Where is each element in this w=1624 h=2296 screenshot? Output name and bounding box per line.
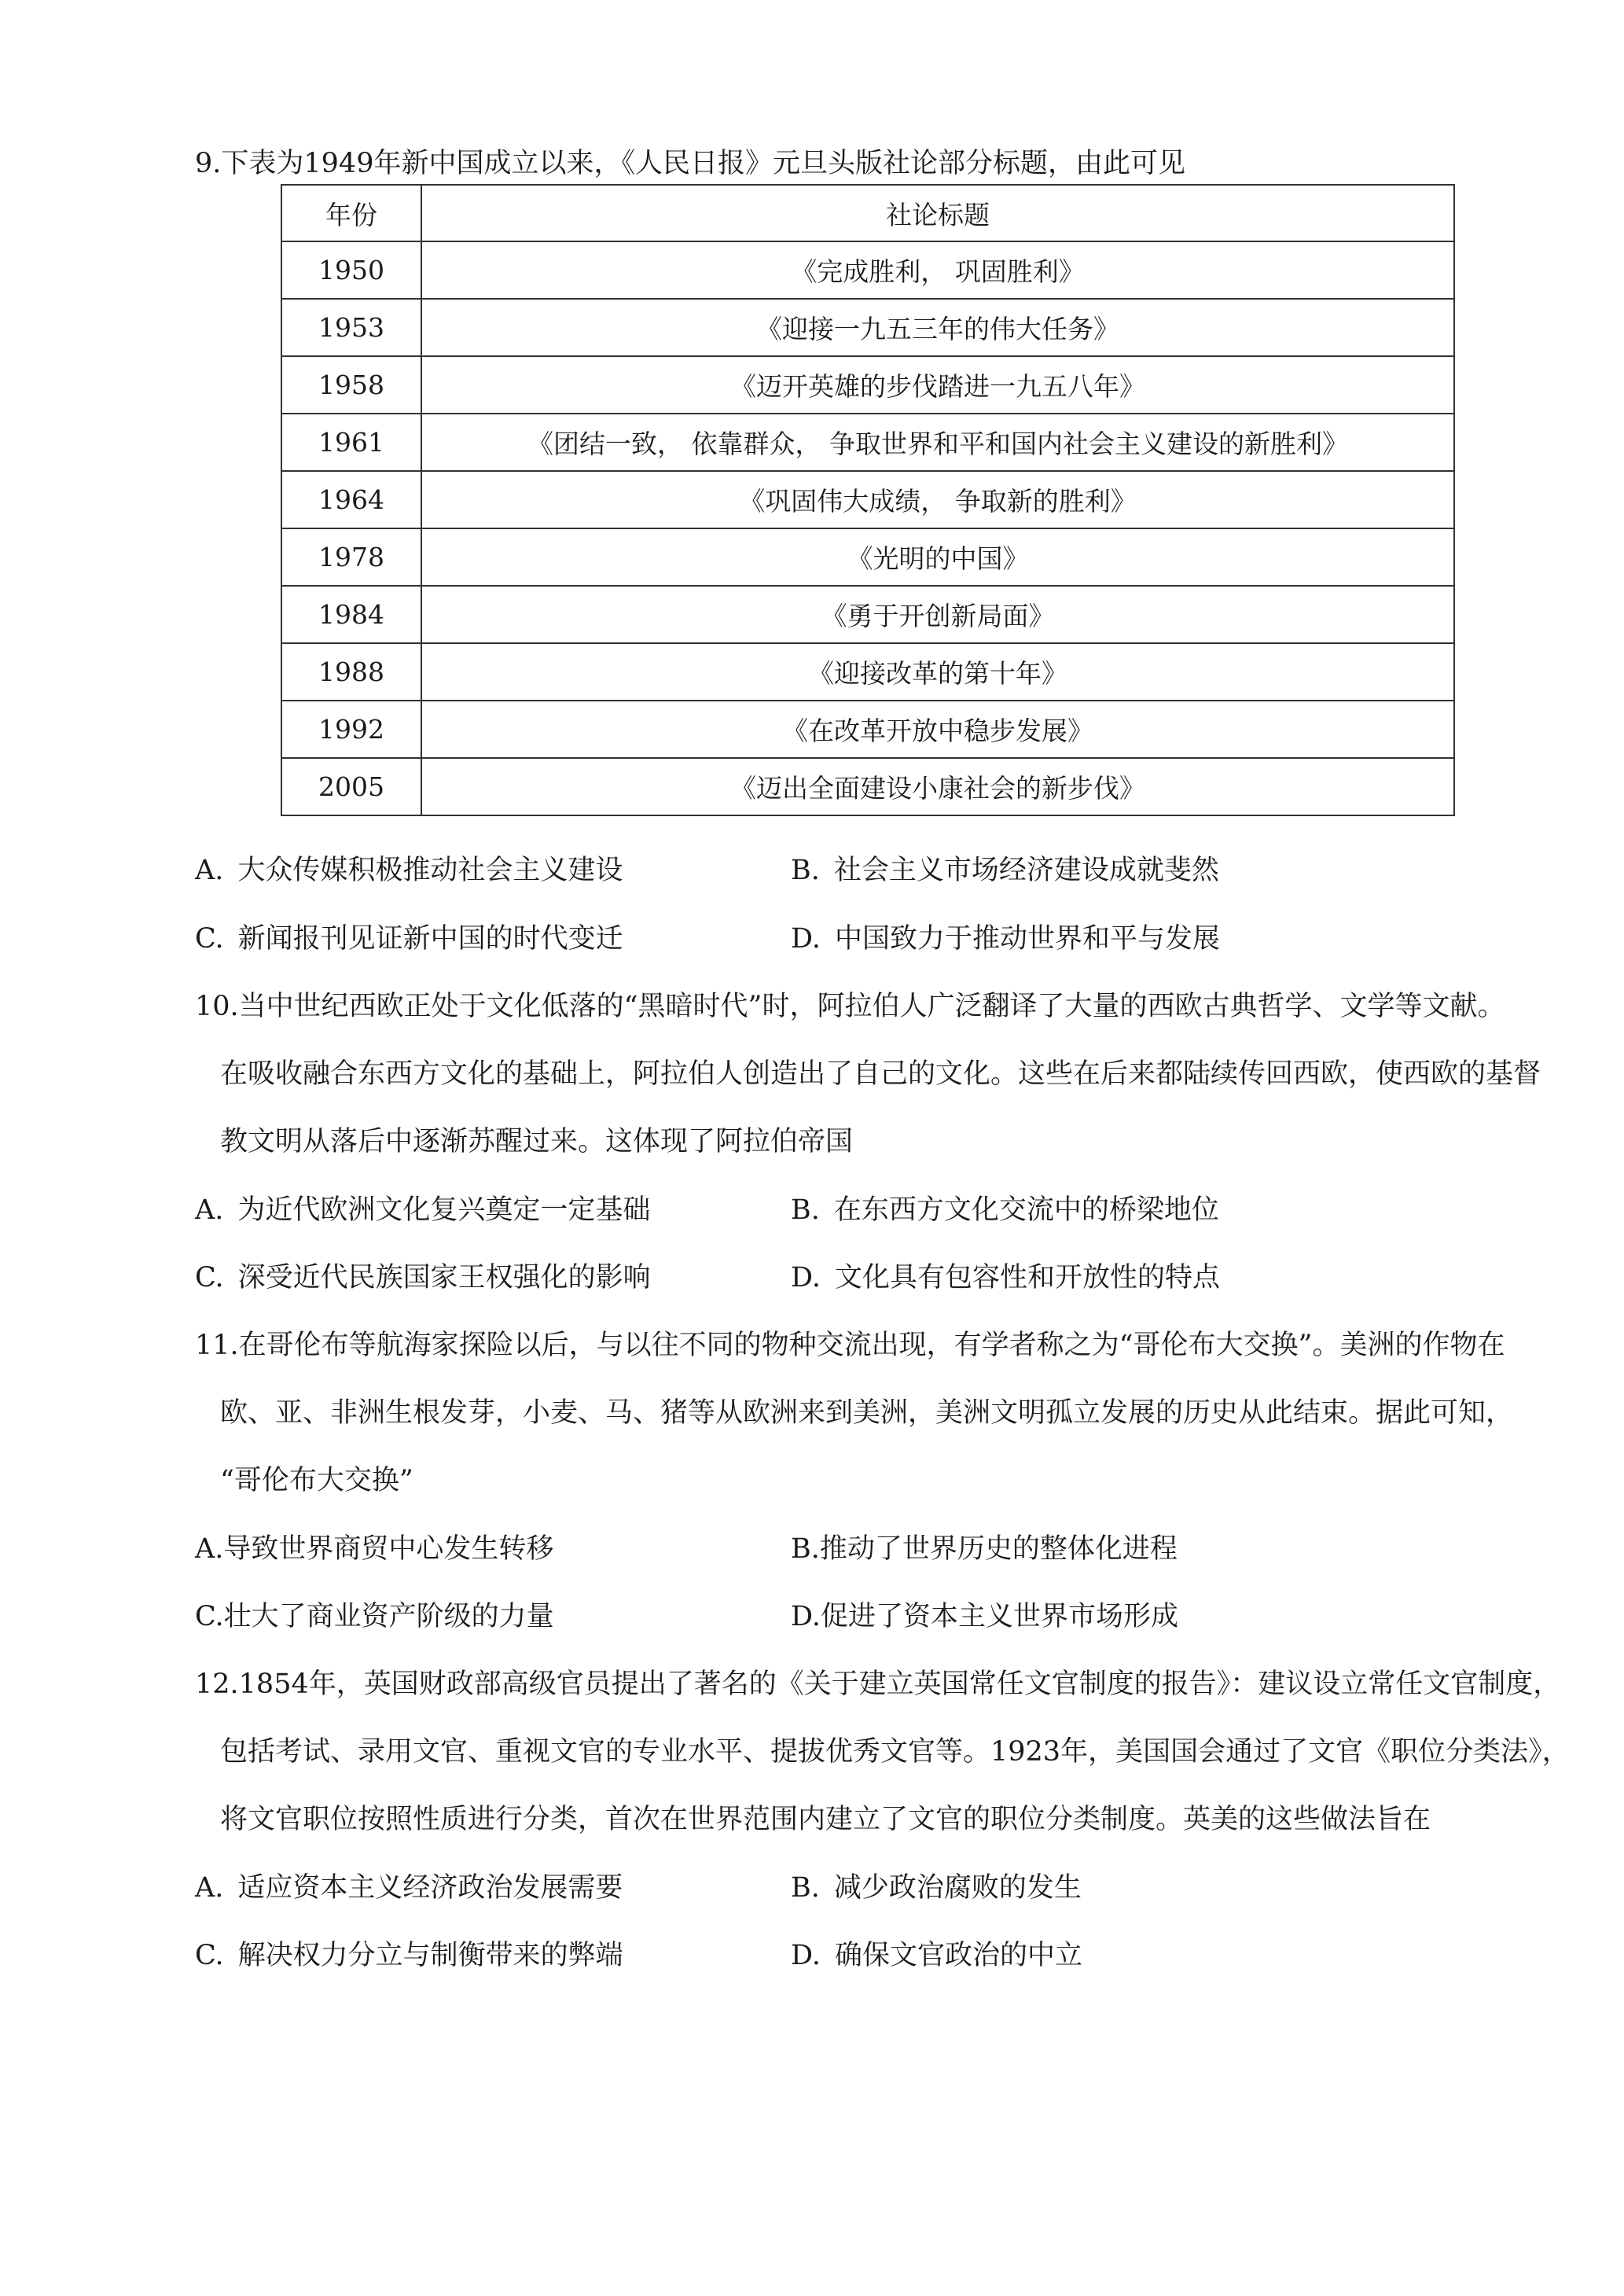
option-letter: D. [791, 1601, 821, 1632]
q9-option-c [195, 923, 623, 955]
row-year: 1964 [281, 471, 421, 528]
option-text: 文化具有包容性和开放性的特点 [834, 1262, 1220, 1293]
q11-option-b [791, 1533, 1178, 1565]
option-letter: A. [195, 1533, 224, 1565]
option-text: 在东西方文化交流中的桥梁地位 [833, 1194, 1219, 1226]
q10-stem-line-3: 教文明从落后中逐渐苏醒过来。这体现了阿拉伯帝国 [220, 1126, 854, 1157]
row-year: 1978 [281, 528, 421, 586]
row-year: 1992 [281, 701, 421, 758]
table-row [281, 701, 1454, 758]
row-title: 《迎接改革的第十年》 [421, 643, 1454, 701]
header-year: 年份 [281, 185, 421, 241]
q12-option-a [195, 1872, 623, 1904]
option-text: 解决权力分立与制衡带来的弊端 [237, 1940, 623, 1971]
q10-option-c [195, 1262, 651, 1293]
option-letter: C. [195, 923, 224, 955]
q12-stem-line-2: 包括考试、录用文官、重视文官的专业水平、提拔优秀文官等。1923年，美国国会通过了文官《职位分类法》， [220, 1736, 1570, 1768]
option-letter: B. [791, 1194, 820, 1226]
row-year: 1953 [281, 299, 421, 356]
option-letter: D. [791, 923, 821, 955]
option-text: 为近代欧洲文化复兴奠定一定基础 [237, 1194, 651, 1226]
option-text: 深受近代民族国家王权强化的影响 [237, 1262, 651, 1293]
row-title: 《巩固伟大成绩， 争取新的胜利》 [421, 471, 1454, 528]
option-text: 适应资本主义经济政治发展需要 [237, 1872, 623, 1904]
option-text: 中国致力于推动世界和平与发展 [834, 923, 1220, 955]
q12-stem-line-3: 将文官职位按照性质进行分类，首次在世界范围内建立了文官的职位分类制度。英美的这些做法旨在 [220, 1804, 1431, 1835]
q12-option-d [791, 1940, 1082, 1971]
table-row [281, 643, 1454, 701]
q12-option-b [791, 1872, 1082, 1904]
row-year: 2005 [281, 758, 421, 815]
option-text: 确保文官政治的中立 [834, 1940, 1082, 1971]
q11-stem-line-3: “哥伦布大交换” [220, 1465, 413, 1496]
option-text: 壮大了商业资产阶级的力量 [223, 1601, 554, 1632]
row-title: 《勇于开创新局面》 [421, 586, 1454, 643]
table-header-row [281, 185, 1454, 241]
option-letter: A. [195, 1194, 224, 1226]
row-year: 1950 [281, 241, 421, 299]
q9-option-b [791, 855, 1219, 886]
row-title: 《在改革开放中稳步发展》 [421, 701, 1454, 758]
table-row [281, 241, 1454, 299]
q10-option-b [791, 1194, 1219, 1226]
option-text: 社会主义市场经济建设成就斐然 [833, 855, 1219, 886]
row-title: 《完成胜利， 巩固胜利》 [421, 241, 1454, 299]
table-row [281, 414, 1454, 471]
option-letter: B. [791, 855, 820, 886]
row-year: 1984 [281, 586, 421, 643]
editorial-titles-table [281, 184, 1455, 816]
option-letter: C. [195, 1940, 224, 1971]
option-text: 推动了世界历史的整体化进程 [819, 1533, 1178, 1565]
table-row [281, 586, 1454, 643]
option-letter: C. [195, 1262, 224, 1293]
q11-option-a [195, 1533, 553, 1565]
option-letter: A. [195, 855, 224, 886]
q11-option-c [195, 1601, 554, 1632]
option-letter: A. [195, 1872, 224, 1904]
q11-stem-line-1: 11.在哥伦布等航海家探险以后，与以往不同的物种交流出现，有学者称之为“哥伦布大交换”。美洲的作物在 [195, 1330, 1505, 1361]
table-row [281, 758, 1454, 815]
q10-option-d [791, 1262, 1220, 1293]
q12-stem-line-1: 12.1854年，英国财政部高级官员提出了著名的《关于建立英国常任文官制度的报告》：建议设立常任文官制度， [195, 1669, 1561, 1700]
q9-stem: 9.下表为1949年新中国成立以来，《人民日报》元旦头版社论部分标题，由此可见 [195, 148, 1185, 179]
row-title: 《迈开英雄的步伐踏进一九五八年》 [421, 356, 1454, 414]
option-text: 新闻报刊见证新中国的时代变迁 [237, 923, 623, 955]
table-row [281, 471, 1454, 528]
option-letter: B. [791, 1533, 820, 1565]
option-letter: C. [195, 1601, 224, 1632]
option-text: 导致世界商贸中心发生转移 [223, 1533, 554, 1565]
option-text: 促进了资本主义世界市场形成 [820, 1601, 1178, 1632]
option-letter: D. [791, 1262, 821, 1293]
q10-stem-line-1: 10.当中世纪西欧正处于文化低落的“黑暗时代”时，阿拉伯人广泛翻译了大量的西欧古典哲学、文学等文献。 [195, 991, 1505, 1022]
q9-option-d [791, 923, 1220, 955]
q10-option-a [195, 1194, 650, 1226]
q11-option-d [791, 1601, 1178, 1632]
option-text: 减少政治腐败的发生 [833, 1872, 1082, 1904]
header-title: 社论标题 [421, 185, 1454, 241]
option-letter: D. [791, 1940, 821, 1971]
row-year: 1988 [281, 643, 421, 701]
table-row [281, 299, 1454, 356]
row-year: 1961 [281, 414, 421, 471]
row-title: 《团结一致， 依靠群众， 争取世界和平和国内社会主义建设的新胜利》 [421, 414, 1454, 471]
q9-option-a [195, 855, 623, 886]
q12-option-c [195, 1940, 623, 1971]
row-title: 《迈出全面建设小康社会的新步伐》 [421, 758, 1454, 815]
row-title: 《迎接一九五三年的伟大任务》 [421, 299, 1454, 356]
q11-stem-line-2: 欧、亚、非洲生根发芽，小麦、马、猪等从欧洲来到美洲，美洲文明孤立发展的历史从此结束。据此可知， [220, 1397, 1514, 1429]
table-row [281, 356, 1454, 414]
row-title: 《光明的中国》 [421, 528, 1454, 586]
q10-stem-line-2: 在吸收融合东西方文化的基础上，阿拉伯人创造出了自己的文化。这些在后来都陆续传回西欧，使西欧的基督 [220, 1058, 1541, 1090]
option-text: 大众传媒积极推动社会主义建设 [237, 855, 623, 886]
table-row [281, 528, 1454, 586]
option-letter: B. [791, 1872, 820, 1904]
row-year: 1958 [281, 356, 421, 414]
